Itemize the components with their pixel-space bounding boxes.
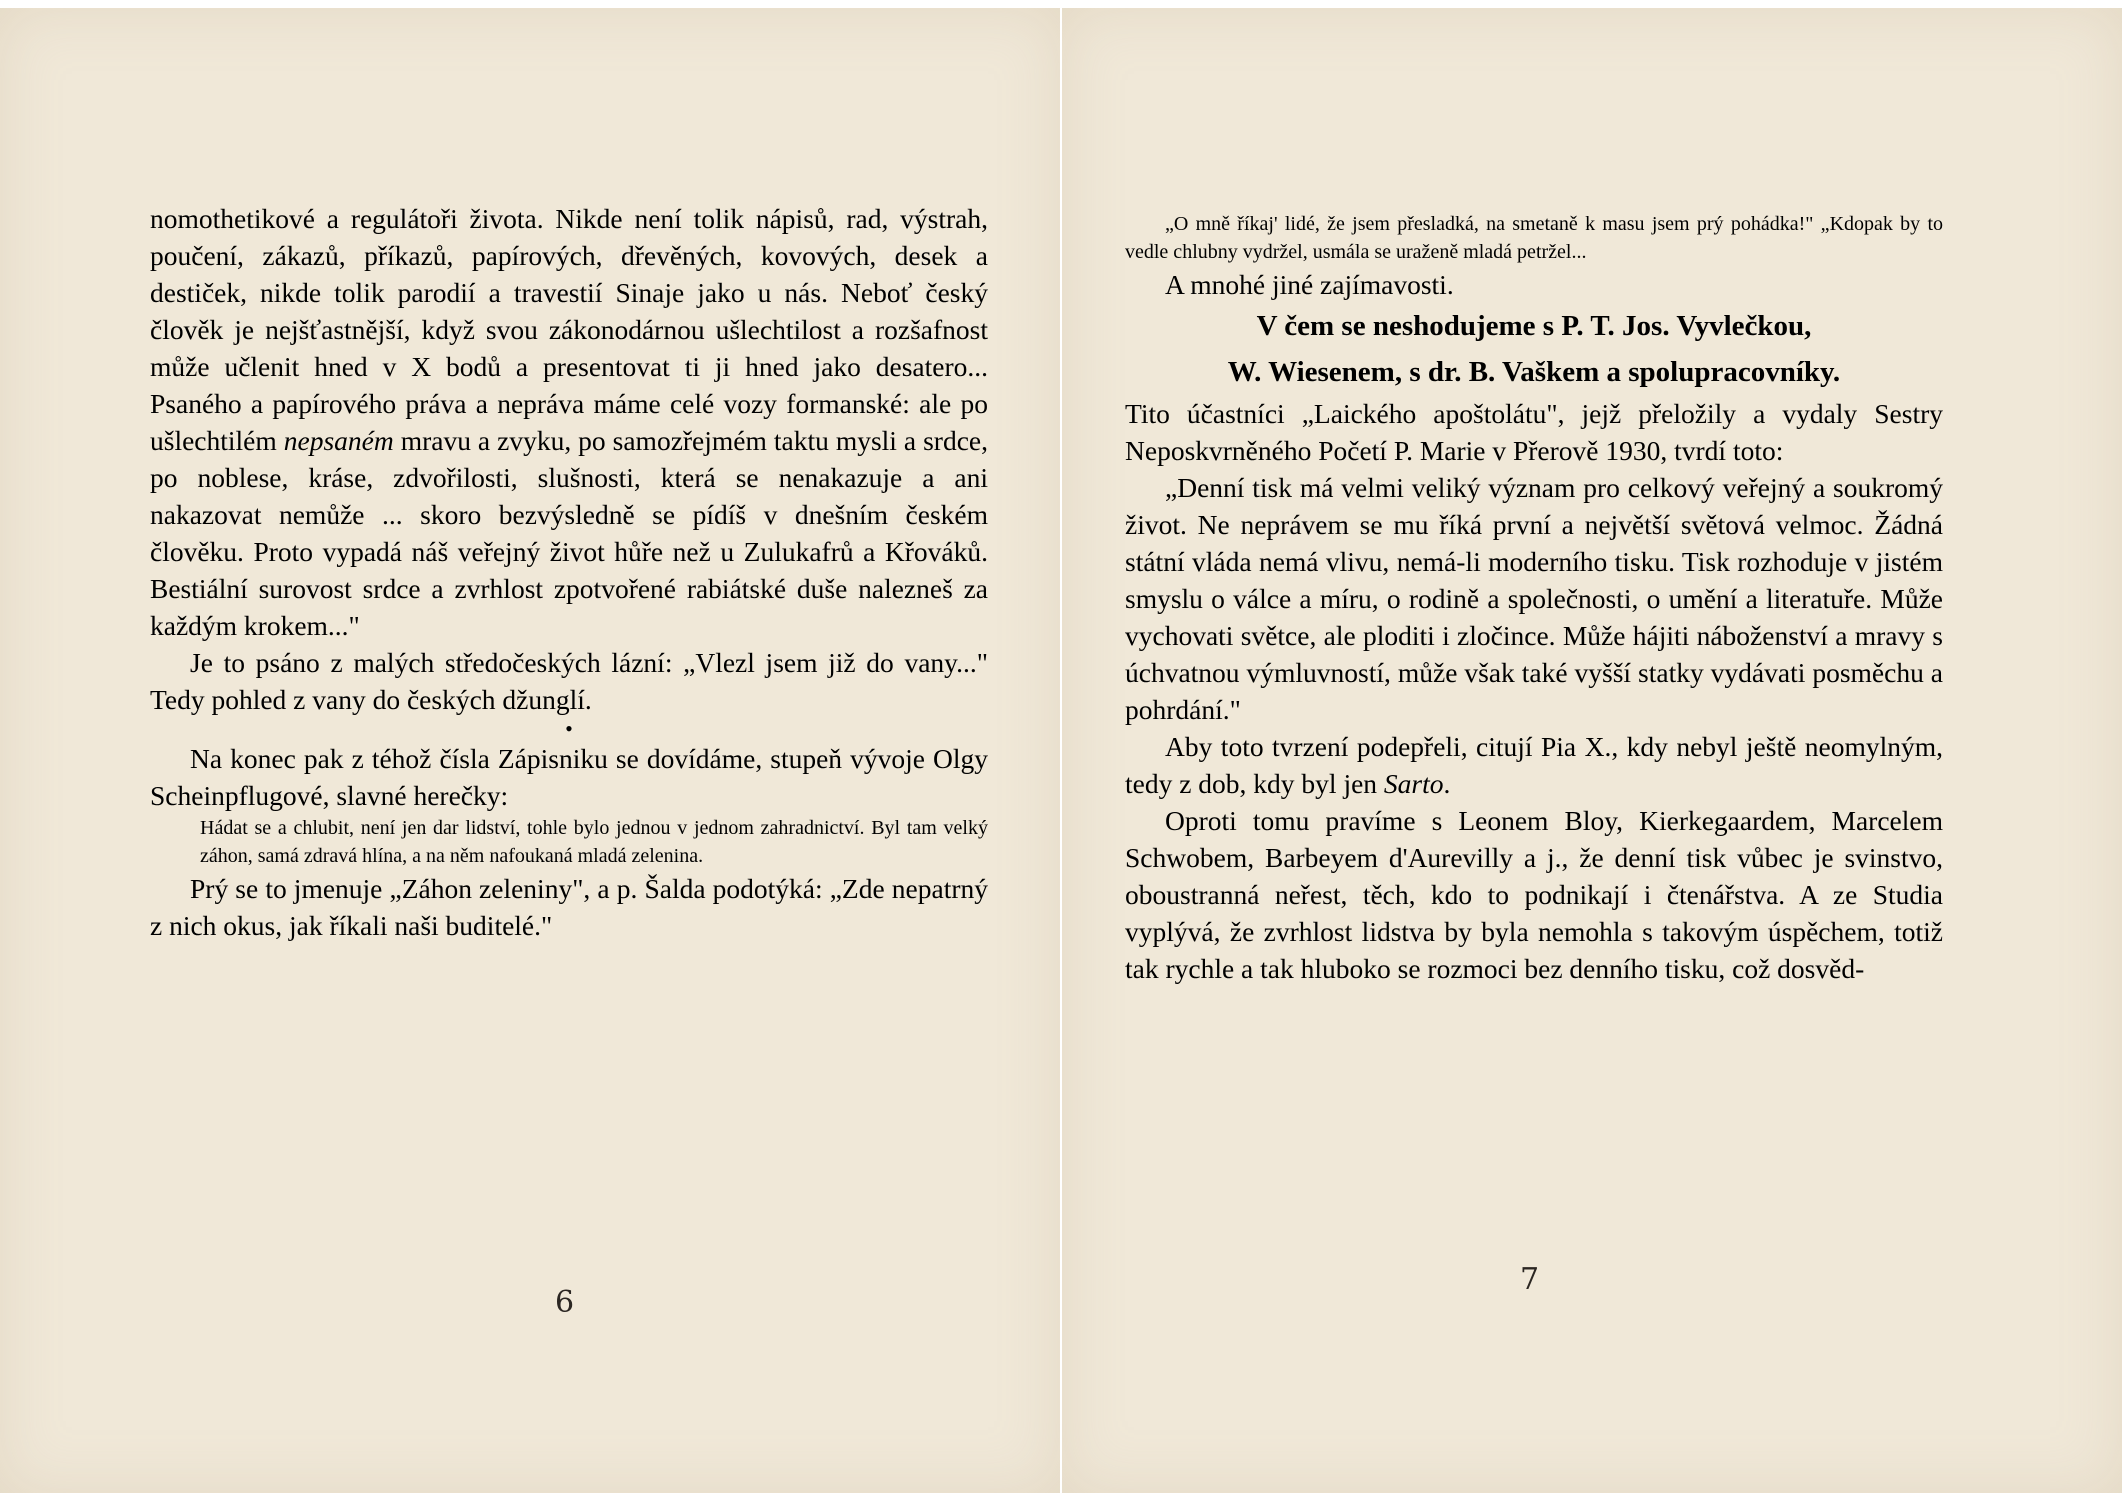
left-quote: Hádat se a chlubit, není jen dar lidství, tohle bylo jednou v jednom zahradnictví. Byl tam velký záhon, samá zdravá hlína, a na něm nafoukaná mladá zelenina. (200, 817, 988, 867)
left-paragraph-3: Na konec pak z téhož čísla Zápisniku se dovídáme, stupeň vývoje Olgy Scheinpflugové, slavné herečky: (150, 743, 988, 811)
section-heading-line-2: W. Wiesenem, s dr. B. Vaškem a spolupracovníky. (1227, 356, 1841, 388)
right-paragraph-3 (1125, 728, 1943, 802)
left-paragraph-1-italic: nepsaném (283, 425, 394, 456)
section-heading (1125, 303, 1943, 395)
right-paragraph-3-italic: Sarto (1383, 768, 1444, 799)
left-page-number: 6 (555, 1285, 575, 1320)
left-paragraph-1-end: mravu a zvyku, po samozřejmém taktu mysli a srdce, po noblese, kráse, zdvořilosti, slušnosti, která se nenakazuje a ani nakazovat nemůže ... skoro bezvýsledně se pídíš v dnešním českém člověku. Proto vypadá náš veřejný život hůře než u Zulukafrů a Křováků. Bestiální surovost srdce a zvrhlost zpotvořené rabiátské duše nalezneš za každým krokem..." (150, 425, 988, 641)
right-paragraph-3-text: Aby toto tvrzení podepřeli, citují Pia X., kdy nebyl ještě neomylným, tedy z dob, kdy byl jen (1125, 731, 1943, 799)
section-heading-line-1: V čem se neshodujeme s P. T. Jos. Vyvlečkou, (1256, 310, 1812, 342)
right-quote: „O mně říkaj' lidé, že jsem přesladká, na smetaně k masu jsem prý pohádka!" „Kdopak by to vedle chlubny vydržel, usmála se uraženě mladá petržel... (1125, 213, 1943, 263)
left-paragraph-2: Je to psáno z malých středočeských lázní: „Vlezl jsem již do vany..." Tedy pohled z vany do českých džunglí. (150, 647, 988, 715)
right-page-number: 7 (1520, 1262, 1540, 1297)
right-paragraph-1: Tito účastníci „Laického apoštolátu", jejž přeložily a vydaly Sestry Neposkvrněného Početí P. Marie v Přerově 1930, tvrdí toto: (1125, 398, 1943, 466)
left-paragraph-1-text: nomothetikové a regulátoři života. Nikde není tolik nápisů, rad, výstrah, poučení, zákazů, příkazů, papírových, dřevěných, kovových, desek a destiček, nikde tolik parodií a travestií Sinaje jako u nás. Neboť český člověk je nejšťastnější, když svou zákonodárnou ušlechtilost a rozšafnost může učlenit hned v X bodů a presentovat ti ji hned jako desatero... Psaného a papírového práva a nepráva máme celé vozy formanské: ale po ušlechtilém (150, 203, 988, 456)
left-paragraph-4: Prý se to jmenuje „Záhon zeleniny", a p. Šalda podotýká: „Zde nepatrný z nich okus, jak říkali naši buditelé." (150, 873, 988, 941)
section-bullet: • (565, 716, 573, 741)
left-page-text (150, 200, 988, 944)
right-paragraph-2: „Denní tisk má velmi veliký význam pro celkový veřejný a soukromý život. Ne neprávem se mu říká první a největší světová velmoc. Žádná státní vláda nemá vlivu, nemá-li moderního tisku. Tisk rozhoduje v jistém smyslu o válce a míru, o rodině a společnosti, o umění a literatuře. Může vychovati světce, ale ploditi i zločince. Může hájiti náboženství a mravy s úchvatnou výmluvností, může však také vyšší statky vydávati posměchu a pohrdání." (1125, 472, 1943, 725)
left-paragraph-1 (150, 200, 988, 644)
right-page-text (1125, 210, 1943, 987)
right-paragraph-4: Oproti tomu pravíme s Leonem Bloy, Kierkegaardem, Marcelem Schwobem, Barbeyem d'Aurevilly a j., že denní tisk vůbec je svinstvo, oboustranná neřest, těch, kdo to podnikají i čtenářstva. A ze Studia vyplývá, že zvrhlost lidstva by byla nemohla s takovým úspěchem, totiž tak rychle a tak hluboko se rozmoci bez denního tisku, což dosvěd- (1125, 805, 1943, 984)
right-paragraph-3-end: . (1443, 768, 1451, 799)
right-line-after-quote: A mnohé jiné zajímavosti. (1165, 269, 1454, 300)
